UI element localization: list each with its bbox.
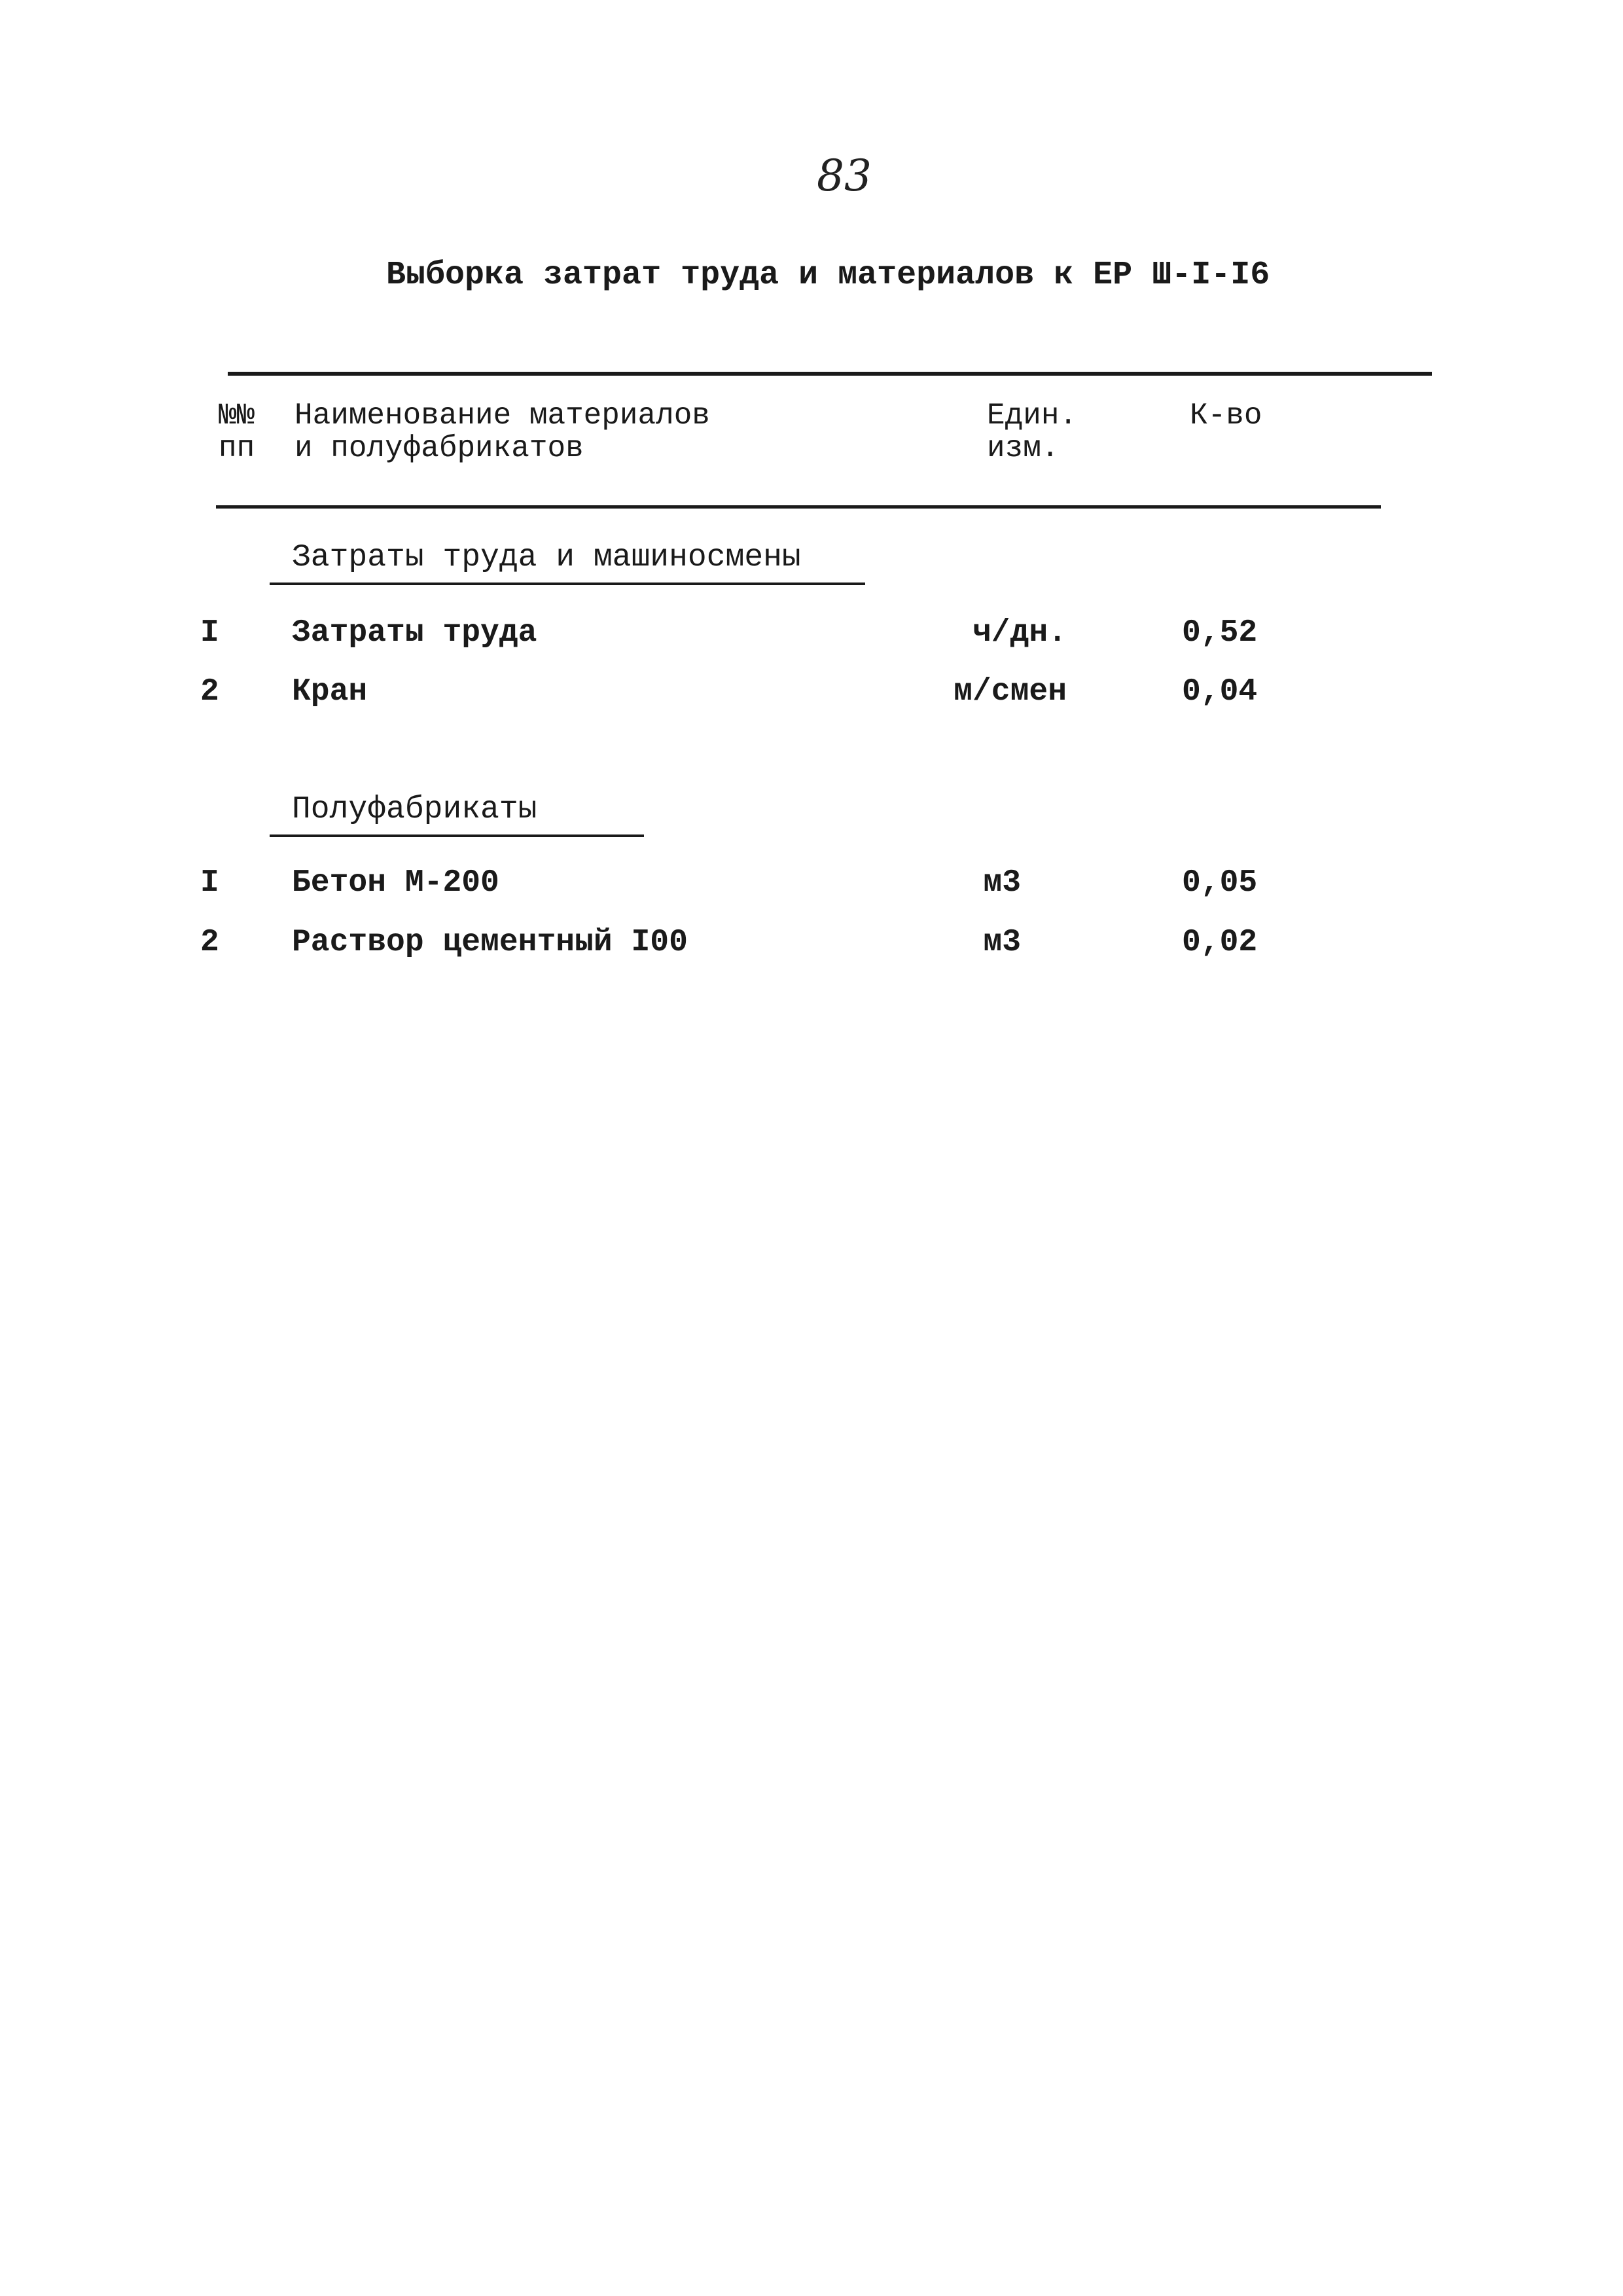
header-unit-line2: изм. (987, 431, 1060, 465)
document-title: Выборка затрат труда и материалов к ЕР Ш-I-I6 (386, 257, 1270, 294)
section-title-labor: Затраты труда и машиносмены (292, 540, 801, 575)
row-name: Раствор цементный I00 (292, 925, 688, 960)
header-num-line1: №№ (219, 399, 255, 433)
row-qty: 0,02 (1182, 925, 1258, 960)
row-qty: 0,05 (1182, 865, 1258, 901)
header-num-line2: пп (219, 431, 255, 465)
row-qty: 0,04 (1182, 674, 1258, 709)
row-unit: м3 (983, 865, 1021, 901)
row-num: 2 (200, 925, 219, 960)
section-underline-labor (270, 583, 865, 585)
table-header-rule (216, 505, 1381, 509)
header-name-line1: Наименование материалов (294, 399, 710, 433)
row-unit: м/смен (954, 674, 1067, 709)
row-name: Бетон М-200 (292, 865, 499, 901)
header-unit-line1: Един. (987, 399, 1078, 433)
header-name (294, 399, 710, 465)
header-num (219, 399, 255, 465)
header-name-line2: и полуфабрикатов (294, 431, 584, 465)
table-top-rule (228, 372, 1432, 376)
header-unit (987, 399, 1077, 465)
section-underline-semi-products (270, 834, 644, 837)
row-name: Затраты труда (292, 615, 537, 651)
page-number: 83 (817, 151, 872, 201)
row-name: Кран (292, 674, 368, 709)
section-title-semi-products: Полуфабрикаты (292, 792, 537, 827)
row-num: I (200, 615, 219, 651)
row-num: I (200, 865, 219, 901)
row-num: 2 (200, 674, 219, 709)
header-qty (1190, 399, 1262, 432)
row-unit: м3 (983, 925, 1021, 960)
row-qty: 0,52 (1182, 615, 1258, 651)
header-qty-label: К-во (1190, 399, 1262, 433)
row-unit: ч/дн. (972, 615, 1067, 651)
